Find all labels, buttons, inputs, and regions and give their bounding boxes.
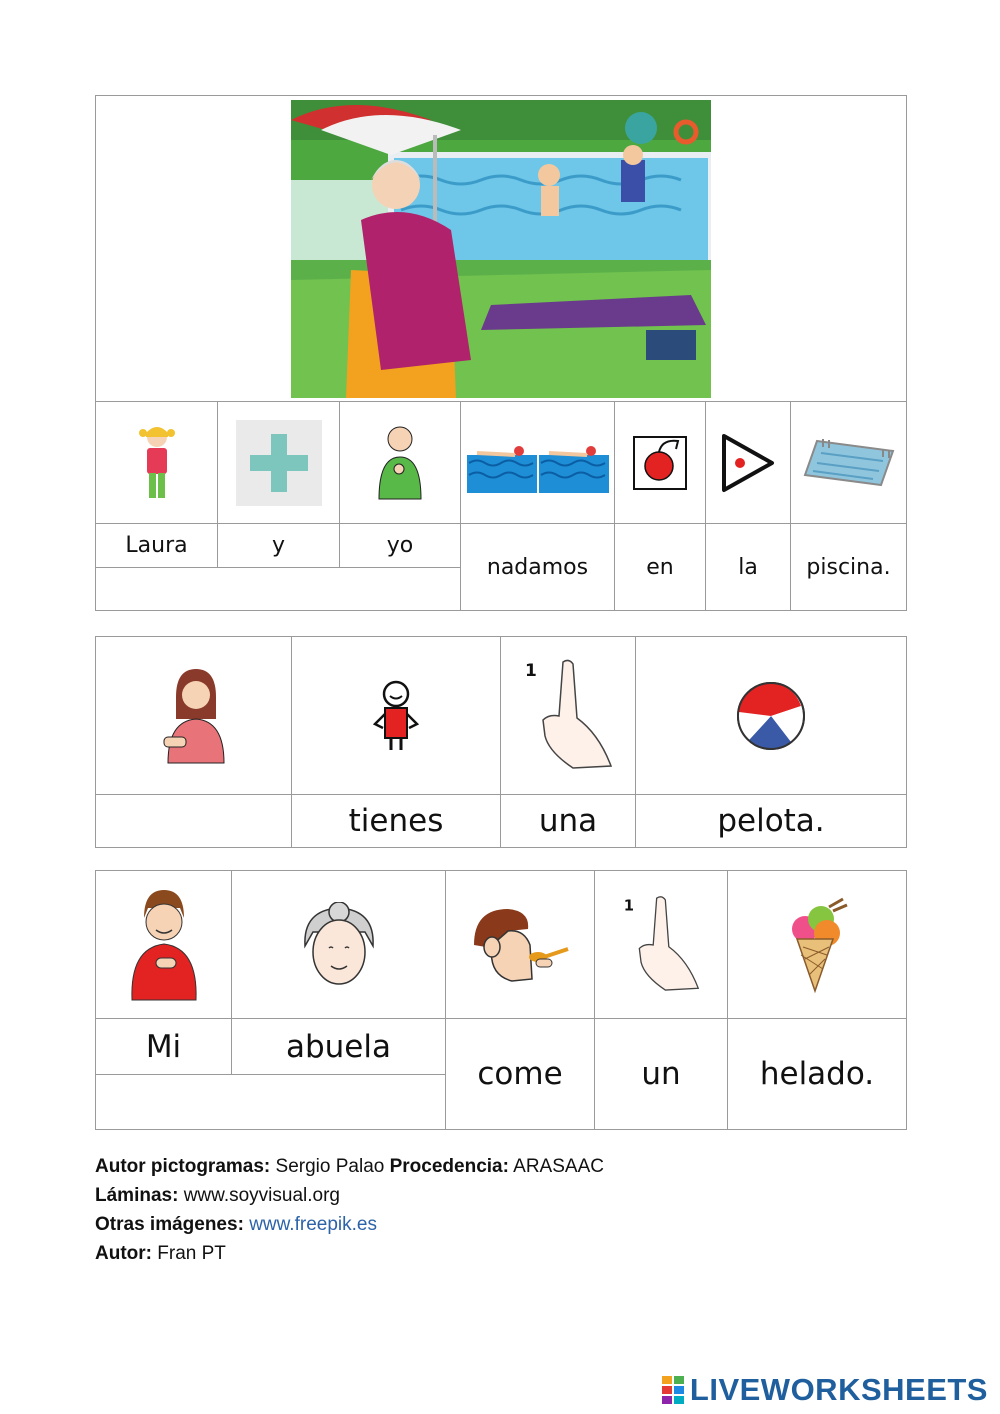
answer-field[interactable] [96,795,292,848]
eating-icon [468,905,572,985]
picto-cell [96,637,292,795]
credit-value: ARASAAC [508,1156,604,1177]
word-cell: Mi [96,1019,232,1075]
sentence-block-3 [95,870,906,1130]
pool-scene [291,100,711,398]
picto-cell [292,637,501,795]
liveworksheets-logo[interactable] [662,1372,988,1408]
beach-ball-icon [735,680,807,752]
picto-cell [461,402,615,524]
credits-line-pictograms [95,1152,604,1181]
word-cell: yo [340,524,461,568]
word-cell: en [615,524,706,611]
word-cell: abuela [232,1019,446,1075]
credits [95,1152,604,1268]
word-cell: piscina. [791,524,907,611]
credit-label: Otras imágenes: [95,1214,244,1235]
credit-label: Procedencia: [389,1156,509,1177]
credit-label: Láminas: [95,1185,179,1206]
picto-cell [218,402,340,524]
picto-cell [96,402,218,524]
word-cell: y [218,524,340,568]
credits-line-author [95,1239,604,1268]
grandmother-icon [299,902,379,988]
the-icon [720,432,776,494]
credit-value: Fran PT [151,1243,226,1264]
word-cell: una [501,795,636,848]
brand-name: LIVEWORKSHEETS [689,1372,988,1407]
pool-icon [803,433,895,493]
picto-cell [96,871,232,1019]
freepik-link[interactable]: www.freepik.es [249,1214,377,1235]
svg-text:1: 1 [623,896,634,914]
scene-cell [96,96,907,402]
liveworksheets-logo-icon [662,1376,684,1404]
word-cell: la [706,524,791,611]
word-cell: come [446,1019,595,1130]
answer-field[interactable] [96,568,461,611]
picto-cell [706,402,791,524]
credits-line-other-images [95,1210,604,1239]
picto-cell [446,871,595,1019]
credit-value: Sergio Palao [270,1156,390,1177]
picto-cell [595,871,728,1019]
sentence-block-1 [95,95,906,611]
boy-my-icon [128,888,200,1002]
swimming-icon [467,433,609,493]
credit-label: Autor: [95,1243,152,1264]
one-finger-icon [519,656,617,776]
girl-icon [134,423,180,503]
word-cell: pelota. [636,795,907,848]
you-icon [371,680,421,752]
ice-cream-icon [783,897,851,993]
word-cell: tienes [292,795,501,848]
picto-cell [340,402,461,524]
credits-line-sheets [95,1181,604,1210]
picto-cell [501,637,636,795]
plus-icon [236,420,322,506]
word-cell: nadamos [461,524,615,611]
girl-pointing-icon [162,667,226,765]
in-icon [632,435,688,491]
word-cell: un [595,1019,728,1130]
word-cell: Laura [96,524,218,568]
credit-label: Autor pictogramas: [95,1156,271,1177]
me-icon [375,423,425,503]
picto-cell [232,871,446,1019]
sentence-block-2 [95,636,906,848]
word-cell: helado. [728,1019,907,1130]
picto-cell [615,402,706,524]
credit-value: www.soyvisual.org [178,1185,340,1206]
picto-cell [791,402,907,524]
answer-field[interactable] [96,1075,446,1130]
picto-cell [728,871,907,1019]
svg-text:1: 1 [525,660,537,681]
picto-cell [636,637,907,795]
one-finger-icon [618,893,704,997]
